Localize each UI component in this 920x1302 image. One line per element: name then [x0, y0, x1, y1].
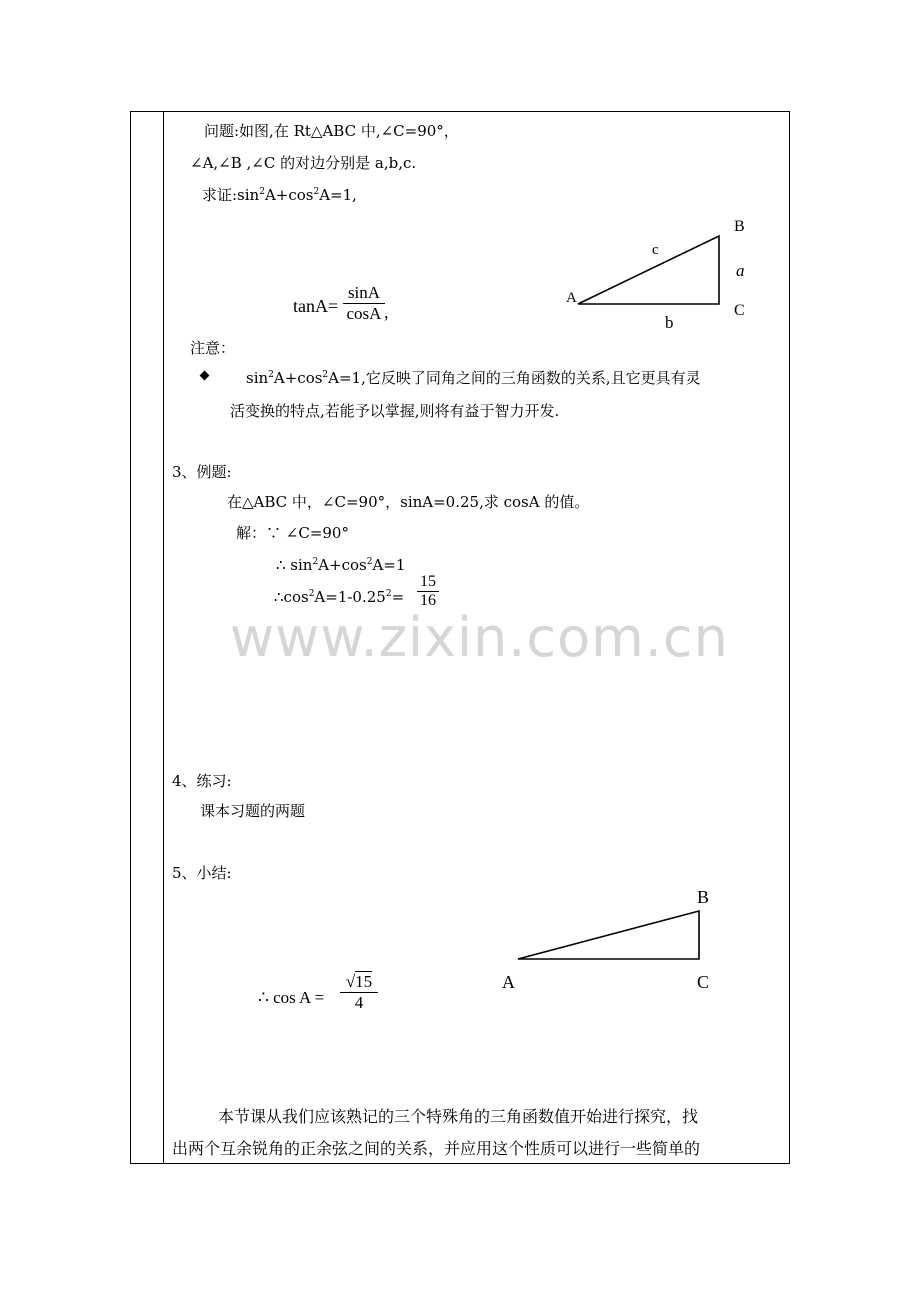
summary-cos-prefix: ∴ cos A = [258, 988, 325, 1007]
summary-heading: 5、小结: [172, 864, 232, 882]
summary-frac-numerator [340, 972, 378, 992]
triangle-diagram-2 [510, 905, 710, 965]
tri1-vertex-c: C [734, 302, 745, 319]
tri1-vertex-b: B [734, 218, 745, 235]
closing-line-1: 本节课从我们应该熟记的三个特殊角的三角函数值开始进行探究，找 [218, 1107, 699, 1126]
triangle-2-shape [518, 911, 699, 959]
note-bullet-line-2: 活变换的特点,若能予以掌握,则将有益于智力开发. [230, 402, 560, 420]
example-step-3: $\therefore\cos^2A=1-0.25^2=$ [274, 588, 405, 606]
example-solution-label: 解：∵ ∠C=90° [236, 524, 349, 542]
problem-line-1: 问题:如图,在 Rt△ABC 中,∠C=90°， [204, 122, 459, 140]
tan-formula-fraction [343, 283, 385, 324]
tri1-side-b: b [665, 313, 674, 332]
note-heading: 注意： [190, 339, 236, 357]
closing-line-2: 出两个互余锐角的正余弦之间的关系，并应用这个性质可以进行一些简单的 [172, 1139, 701, 1158]
practice-heading: 4、练习: [172, 772, 232, 790]
summary-frac-denominator: 4 [354, 993, 364, 1012]
summary-fraction [340, 972, 378, 1013]
tan-formula-comma: , [384, 302, 389, 322]
example-heading: 3、例题: [172, 463, 232, 481]
tri2-vertex-a: A [502, 972, 515, 992]
table-column-divider [163, 111, 164, 1164]
practice-content: 课本习题的两题 [200, 802, 306, 820]
tan-numerator: sinA [347, 283, 381, 302]
tri2-vertex-b: B [697, 887, 710, 907]
problem-line-2: ∠A,∠B ,∠C 的对边分别是 a,b,c. [190, 154, 417, 172]
tan-formula-lhs: tanA= [293, 296, 339, 316]
tri1-side-a: a [736, 261, 745, 280]
tri2-vertex-c: C [697, 972, 710, 992]
example-statement: 在△ABC 中，∠C=90°，sinA=0.25,求 cosA 的值。 [227, 493, 590, 511]
example-frac-denominator: 16 [420, 592, 436, 609]
example-fraction [417, 573, 439, 610]
triangle-diagram-1 [570, 230, 730, 310]
example-step-2: ∴ $\sin^2A+\cos^2A=1$ [276, 556, 406, 574]
tri1-vertex-a: A [566, 290, 577, 306]
example-frac-numerator: 15 [420, 573, 436, 590]
tri1-side-c: c [652, 242, 659, 258]
sqrt-value: 15 [355, 972, 373, 991]
problem-prove: 求证$:\sin^2A+\cos^2A=1$, [202, 186, 357, 204]
triangle-1-shape [578, 236, 719, 304]
sqrt-icon: √ [345, 972, 356, 991]
tan-denominator: cosA [346, 304, 382, 323]
watermark: www.zixin.com.cn [230, 606, 729, 669]
note-bullet-line-1: $\sin^2A+\cos^2A=1$,它反映了同角之间的三角函数的关系,且它更具有灵 [246, 369, 701, 387]
